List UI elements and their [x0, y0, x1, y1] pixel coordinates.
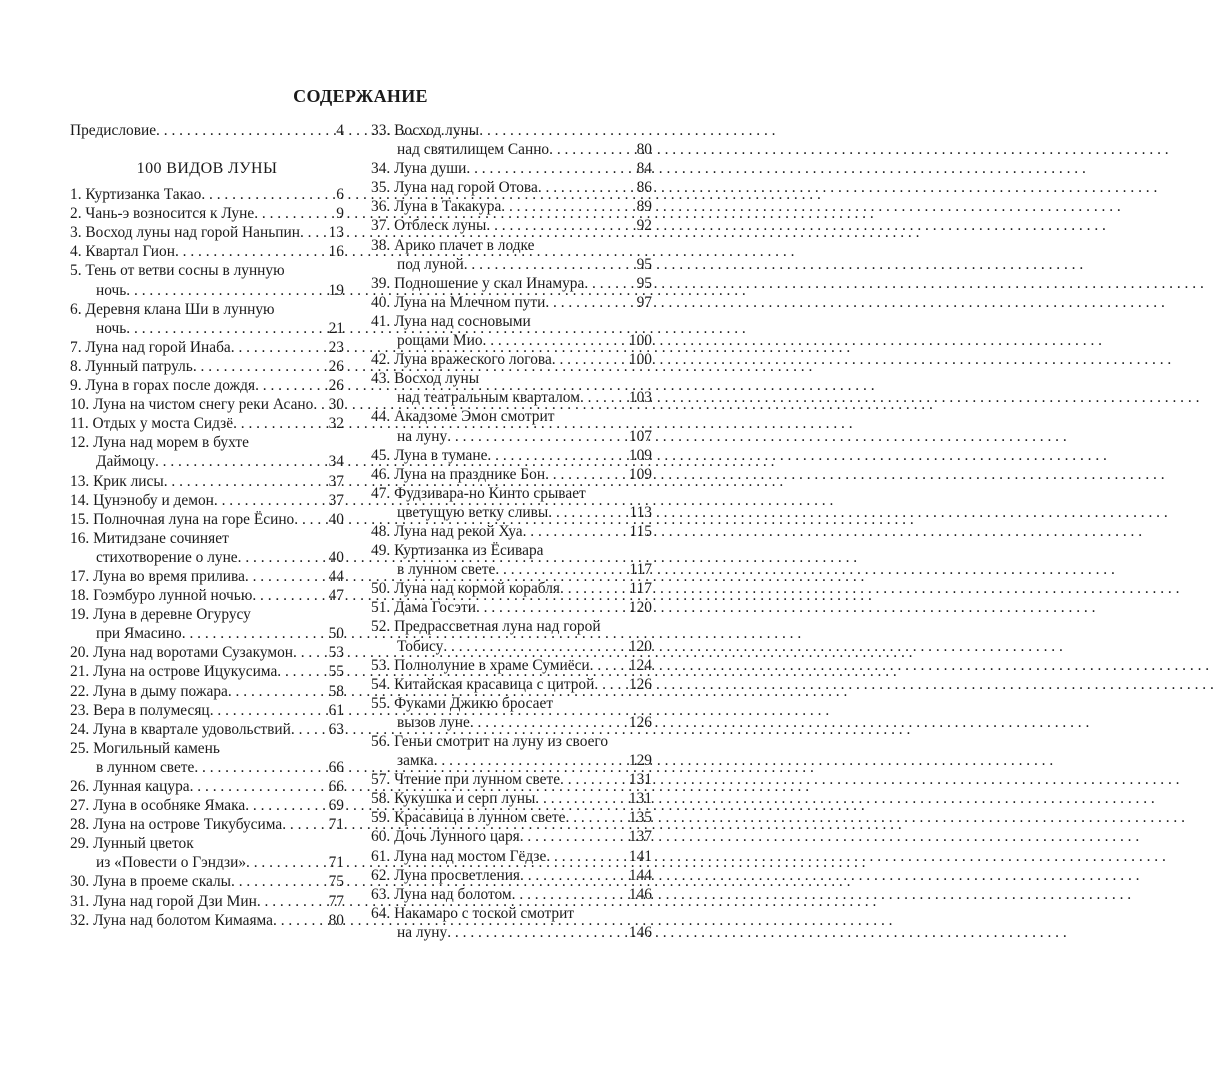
leader-dots [535, 789, 626, 808]
toc-entry[interactable] [70, 682, 344, 701]
toc-entry[interactable] [371, 484, 652, 522]
leader-dots [512, 885, 626, 904]
toc-entry-title-continued: ночь [96, 319, 127, 337]
toc-entry[interactable] [371, 885, 652, 904]
toc-entry-title: 13. Крик лисы [70, 472, 164, 490]
toc-page-number: 95 [636, 274, 652, 292]
toc-entry[interactable] [70, 815, 344, 834]
toc-entry[interactable] [371, 369, 652, 407]
toc-entry-title: 27. Луна в особняке Ямака [70, 797, 246, 815]
toc-entry-title-continued: Тобису [397, 637, 444, 655]
toc-entry-title-continued: в лунном свете [397, 561, 496, 579]
toc-entry-title: 16. Митидзане сочиняет [70, 529, 229, 547]
toc-page-number: 55 [328, 663, 344, 681]
leader-dots [293, 643, 326, 662]
toc-entry[interactable] [70, 911, 344, 930]
toc-entry-title: 37. Отблеск луны [371, 217, 487, 235]
leader-dots [560, 579, 626, 598]
toc-page-number: 107 [628, 427, 652, 445]
toc-page-number: 63 [328, 720, 344, 738]
toc-entry-title: 22. Луна в дыму пожара [70, 682, 228, 700]
leader-dots [447, 923, 626, 942]
toc-page-number: 146 [628, 923, 652, 941]
leader-dots [126, 319, 325, 338]
toc-entry-title: 14. Цунэнобу и демон [70, 491, 214, 509]
toc-page-number: 13 [328, 224, 344, 242]
toc-entry[interactable] [70, 433, 344, 471]
toc-page-number: 19 [328, 281, 344, 299]
toc-page-number: 23 [328, 338, 344, 356]
toc-entry-title: 2. Чань-э возносится к Луне [70, 205, 255, 223]
toc-entry-title-continued: из «Повести о Гэндзи» [96, 854, 247, 872]
toc-entry-title: 31. Луна над горой Дзи Мин [70, 892, 257, 910]
toc-entry-title: 21. Луна на острове Ицукусима [70, 663, 278, 681]
toc-page-number: 86 [636, 179, 652, 197]
leader-dots [560, 770, 626, 789]
leader-dots [214, 491, 326, 510]
toc-page-number: 58 [328, 682, 344, 700]
leader-dots [201, 185, 333, 204]
toc-entry[interactable] [371, 216, 652, 235]
leader-dots [520, 866, 626, 885]
toc-entry[interactable] [371, 904, 652, 942]
toc-page-number: 115 [629, 522, 652, 540]
toc-entry[interactable] [70, 414, 344, 433]
toc-page-number: 126 [628, 713, 652, 731]
toc-entry-title: 61. Луна над мостом Гёдзе [371, 847, 547, 865]
leader-dots [538, 178, 634, 197]
toc-page-number: 124 [628, 656, 652, 674]
toc-entry-title: 64. Накамаро с тоской смотрит [371, 904, 575, 922]
toc-entry[interactable] [70, 242, 344, 261]
toc-entry-title: 3. Восход луны над горой Наньпин [70, 224, 300, 242]
toc-page-number: 9 [336, 205, 344, 223]
toc-entry[interactable] [371, 274, 652, 293]
toc-entry[interactable] [371, 789, 652, 808]
toc-entry-title-continued: на луну [397, 427, 448, 445]
leader-dots [548, 503, 626, 522]
toc-page-number: 53 [328, 644, 344, 662]
toc-entry[interactable] [371, 694, 652, 732]
toc-page-number: 89 [636, 198, 652, 216]
toc-page-number: 37 [328, 491, 344, 509]
toc-entry-title: 56. Геньи смотрит на луну из своего [371, 733, 609, 750]
toc-entry[interactable] [371, 847, 652, 866]
toc-entry[interactable] [371, 675, 652, 694]
leader-dots [246, 853, 326, 872]
toc-entry-title: 41. Луна над сосновыми [371, 312, 531, 330]
toc-entry[interactable] [371, 617, 652, 655]
toc-entry-title: 39. Подношение у скал Инамура [371, 274, 585, 292]
leader-dots [545, 293, 633, 312]
toc-entry[interactable] [371, 598, 652, 617]
leader-dots [464, 255, 634, 274]
toc-entry[interactable] [70, 739, 344, 777]
toc-page-number: 30 [328, 396, 344, 414]
leader-dots [252, 586, 325, 605]
toc-entry-title: 11. Отдых у моста Сидзё [70, 415, 234, 433]
leader-dots [443, 637, 626, 656]
toc-page-number: 75 [328, 873, 344, 891]
toc-entry-title: 44. Акадзоме Эмон смотрит [371, 408, 555, 426]
toc-page-number: 40 [328, 510, 344, 528]
toc-entry[interactable] [70, 834, 344, 872]
toc-entry[interactable] [70, 586, 344, 605]
leader-dots [483, 331, 626, 350]
leader-dots [447, 427, 626, 446]
leader-dots [282, 815, 325, 834]
toc-entry[interactable] [70, 701, 344, 720]
leader-dots [476, 598, 626, 617]
toc-page-number: 50 [328, 625, 344, 643]
toc-entry-title: 40. Луна на Млечном пути [371, 293, 546, 311]
leader-dots [486, 216, 633, 235]
toc-entry-title: 62. Луна просветления [371, 866, 521, 884]
toc-entry[interactable] [70, 300, 344, 338]
toc-entry-title: 51. Дама Госэти [371, 599, 476, 617]
toc-entry-title: 54. Китайская красавица с цитрой [371, 675, 595, 693]
toc-entry[interactable] [70, 643, 344, 662]
toc-entry[interactable] [70, 223, 344, 242]
toc-entry-title: 1. Куртизанка Такао [70, 186, 202, 204]
toc-entry-title: 5. Тень от ветви сосны в лунную [70, 262, 285, 280]
toc-entry-title-continued: над святилищем Санно [397, 141, 550, 159]
toc-entry-title: 29. Лунный цветок [70, 835, 194, 853]
leader-dots [580, 388, 626, 407]
toc-page-number: 103 [628, 389, 652, 407]
toc-page-number: 71 [328, 816, 344, 834]
toc-entry-title: 43. Восход луны [371, 370, 480, 388]
leader-dots [233, 414, 326, 433]
toc-entry-title: 30. Луна в проеме скалы [70, 873, 231, 891]
toc-page-number: 26 [328, 377, 344, 395]
leader-dots [495, 560, 626, 579]
leader-dots [255, 376, 326, 395]
toc-entry[interactable] [371, 827, 652, 846]
leader-dots [434, 751, 626, 770]
toc-page-number: 32 [328, 415, 344, 433]
toc-page-number: 120 [628, 599, 652, 617]
toc-entry[interactable] [70, 605, 344, 643]
leader-dots [277, 662, 325, 681]
toc-page-number: 80 [636, 141, 652, 159]
leader-dots [193, 357, 326, 376]
leader-dots [545, 465, 626, 484]
page-title: СОДЕРЖАНИЕ [293, 86, 428, 106]
toc-page-number: 16 [328, 243, 344, 261]
toc-entry[interactable] [371, 866, 652, 885]
toc-entry[interactable] [70, 261, 344, 299]
toc-page-number: 97 [636, 293, 652, 311]
toc-entry-title: 48. Луна над рекой Хуа [371, 522, 523, 540]
toc-entry-title: 10. Луна на чистом снегу реки Асано [70, 396, 314, 414]
toc-entry-title: 58. Кукушка и серп луны [371, 790, 536, 808]
leader-dots [546, 847, 626, 866]
leader-dots [231, 872, 326, 891]
toc-page-number: 100 [628, 351, 652, 369]
leader-dots [257, 892, 326, 911]
toc-page-number: 117 [629, 561, 652, 579]
toc-entry[interactable] [70, 204, 344, 223]
toc-entry[interactable] [70, 662, 344, 681]
toc-entry[interactable] [371, 293, 652, 312]
leader-dots [245, 796, 325, 815]
toc-entry-title-continued: под луной [397, 255, 464, 273]
leader-dots [466, 159, 633, 178]
toc-page-number: 6 [336, 186, 344, 204]
toc-page-number: 131 [628, 771, 652, 789]
toc-entry-title: 28. Луна на острове Тикубусима [70, 816, 283, 834]
toc-list-right [371, 121, 652, 942]
leader-dots [273, 911, 326, 930]
toc-entry-title: 23. Вера в полумесяц [70, 701, 210, 719]
toc-entry[interactable] [70, 357, 344, 376]
toc-entry-title: 49. Куртизанка из Ёсивара [371, 542, 544, 560]
toc-entry[interactable] [371, 579, 652, 598]
toc-page-number: 109 [628, 465, 652, 483]
toc-entry-title-continued: над театральным кварталом [397, 389, 580, 407]
toc-entry-title: 47. Фудзивара-но Кинто срывает [371, 484, 586, 502]
toc-entry[interactable] [371, 236, 652, 274]
section-heading: 100 ВИДОВ ЛУНЫ [136, 160, 278, 178]
toc-page-number: 44 [328, 567, 344, 585]
toc-entry[interactable] [70, 491, 344, 510]
toc-entry-title: 24. Луна в квартале удовольствий [70, 720, 291, 738]
toc-page-number: 84 [636, 160, 652, 178]
leader-dots [164, 472, 326, 491]
toc-entry[interactable] [371, 446, 652, 465]
leader-dots [254, 204, 333, 223]
toc-entry-title-continued: вызов луне [397, 713, 470, 731]
toc-entry-preface[interactable] [70, 121, 344, 140]
toc-entry-title: 33. Восход луны [371, 122, 480, 139]
toc-entry[interactable] [70, 395, 344, 414]
toc-entry-title-continued: при Ямасино [96, 625, 182, 643]
leader-dots [228, 682, 326, 701]
toc-entry-title: 42. Луна вражеского логова [371, 351, 552, 369]
toc-entry[interactable] [371, 808, 652, 827]
toc-page-number: 120 [628, 637, 652, 655]
toc-page-number: 66 [328, 778, 344, 795]
toc-entry-title: 18. Гоэмбуро лунной ночью [70, 587, 253, 605]
leader-dots [300, 223, 326, 242]
toc-entry-title: 57. Чтение при лунном свете [371, 771, 561, 789]
toc-entry[interactable] [70, 777, 344, 796]
toc-entry-title: 50. Луна над кормой корабля [371, 580, 560, 598]
toc-entry[interactable] [371, 312, 652, 350]
toc-page-number: 66 [328, 758, 344, 776]
leader-dots [487, 446, 625, 465]
toc-page-number: 113 [629, 503, 652, 521]
toc-page-number: 92 [636, 217, 652, 235]
toc-entry-title: 32. Луна над болотом Кимаяма [70, 911, 274, 929]
toc-entry-title-continued: замка [397, 752, 434, 770]
toc-entry-title: 36. Луна в Такакура [371, 198, 502, 216]
toc-entry[interactable] [70, 872, 344, 891]
toc-entry[interactable] [70, 338, 344, 357]
toc-entry[interactable] [70, 510, 344, 529]
toc-page-number: 131 [628, 790, 652, 808]
toc-list-left [70, 185, 344, 930]
toc-page-number: 95 [636, 255, 652, 273]
toc-entry[interactable] [70, 472, 344, 491]
toc-entry[interactable] [70, 529, 344, 567]
toc-entry-title-continued: в лунном свете [96, 758, 195, 776]
toc-entry[interactable] [371, 159, 652, 178]
toc-right-column [371, 121, 652, 942]
toc-entry-title: 34. Луна души [371, 160, 467, 178]
toc-entry-title: 6. Деревня клана Ши в лунную [70, 300, 275, 318]
leader-dots [549, 140, 633, 159]
leader-dots [194, 758, 325, 777]
leader-dots [175, 242, 326, 261]
leader-dots [520, 827, 626, 846]
toc-page-number: 146 [628, 885, 652, 903]
leader-dots [291, 720, 326, 739]
toc-page-number: 126 [628, 675, 652, 693]
toc-entry-title: 26. Лунная кацура [70, 778, 190, 795]
toc-entry-title: 19. Луна в деревне Огурусу [70, 606, 251, 624]
leader-dots [231, 338, 326, 357]
toc-entry-title: 17. Луна во время прилива [70, 567, 245, 585]
toc-entry-title: 59. Красавица в лунном свете [371, 809, 566, 827]
toc-entry-title: 20. Луна над воротами Сузакумон [70, 644, 294, 662]
toc-entry[interactable] [70, 567, 344, 586]
leader-dots [245, 567, 326, 586]
toc-page-number: 117 [629, 580, 652, 598]
toc-page-number: 135 [628, 809, 652, 827]
leader-dots [156, 121, 333, 140]
leader-dots [470, 713, 626, 732]
leader-dots [155, 452, 326, 471]
toc-page-number: 144 [628, 866, 652, 884]
toc-page-number: 100 [628, 332, 652, 350]
toc-page-number: 47 [328, 587, 344, 605]
toc-entry[interactable] [371, 541, 652, 579]
toc-entry-title: 25. Могильный камень [70, 739, 220, 757]
leader-dots [238, 548, 326, 567]
toc-entry[interactable] [371, 350, 652, 369]
toc-entry-title: 9. Луна в горах после дождя [70, 377, 256, 395]
toc-entry-title: 15. Полночная луна на горе Ёсино [70, 510, 295, 528]
toc-page-number: 69 [328, 797, 344, 815]
toc-left-column [70, 121, 344, 930]
toc-entry[interactable] [371, 732, 652, 770]
toc-entry[interactable] [371, 197, 652, 216]
toc-entry[interactable] [371, 407, 652, 445]
toc-entry-title-continued: стихотворение о луне [96, 548, 238, 566]
toc-page-number: 37 [328, 472, 344, 490]
toc-entry[interactable] [371, 465, 652, 484]
toc-entry-title-continued: цветущую ветку сливы [397, 503, 549, 521]
toc-entry-title: 63. Луна над болотом [371, 885, 512, 903]
toc-entry[interactable] [371, 656, 652, 675]
toc-entry-title: Предисловие [70, 122, 157, 139]
toc-entry-title: 53. Полнолуние в храме Сумиёси [371, 656, 590, 674]
leader-dots [523, 522, 627, 541]
leader-dots [190, 777, 326, 796]
toc-entry-title: 8. Лунный патруль [70, 357, 193, 375]
leader-dots [552, 350, 626, 369]
leader-dots [566, 808, 626, 827]
leader-dots [126, 281, 325, 300]
toc-entry[interactable] [70, 892, 344, 911]
toc-entry[interactable] [70, 376, 344, 395]
toc-entry[interactable] [70, 796, 344, 815]
leader-dots [501, 197, 633, 216]
toc-page-number: 26 [328, 357, 344, 375]
toc-entry-title-continued: ночь [96, 281, 127, 299]
toc-entry-title: 12. Луна над морем в бухте [70, 434, 249, 452]
toc-entry-title-continued: Даймоцу [96, 453, 155, 471]
leader-dots [584, 274, 633, 293]
toc-entry[interactable] [371, 121, 652, 159]
toc-entry-title: 46. Луна на празднике Бон [371, 465, 546, 483]
toc-page-number: 129 [628, 752, 652, 770]
toc-page-number: 4 [336, 122, 344, 139]
toc-entry-title-continued: рощами Мио [397, 332, 483, 350]
toc-entry-title: 35. Луна над горой Отова [371, 179, 538, 197]
toc-entry[interactable] [371, 770, 652, 789]
leader-dots [313, 395, 325, 414]
toc-entry[interactable] [371, 178, 652, 197]
toc-entry-title: 45. Луна в тумане [371, 446, 488, 464]
toc-page-number: 141 [628, 847, 652, 865]
toc-page-number: 34 [328, 453, 344, 471]
toc-entry[interactable] [70, 720, 344, 739]
toc-entry-title: 38. Арико плачет в лодке [371, 236, 535, 254]
leader-dots [594, 675, 626, 694]
toc-entry[interactable] [70, 185, 344, 204]
toc-entry-title-continued: на луну [397, 923, 448, 941]
toc-entry-title: 55. Фуками Джикю бросает [371, 694, 554, 712]
toc-page-number: 80 [328, 911, 344, 929]
leader-dots [210, 701, 326, 720]
toc-entry-title: 60. Дочь Лунного царя [371, 828, 520, 846]
toc-entry[interactable] [371, 522, 652, 541]
toc-page-number: 137 [628, 828, 652, 846]
leader-dots [294, 510, 325, 529]
toc-page-number: 77 [328, 892, 344, 910]
toc-entry-title: 52. Предрассветная луна над горой [371, 618, 601, 636]
toc-page-number: 61 [328, 701, 344, 719]
toc-entry-title: 4. Квартал Гион [70, 243, 175, 261]
toc-entry-title: 7. Луна над горой Инаба [70, 338, 231, 356]
leader-dots [182, 624, 326, 643]
leader-dots [590, 656, 626, 675]
toc-page-number: 40 [328, 548, 344, 566]
toc-page-number: 71 [328, 854, 344, 872]
toc-page-number: 109 [628, 446, 652, 464]
toc-page-number: 21 [328, 319, 344, 337]
